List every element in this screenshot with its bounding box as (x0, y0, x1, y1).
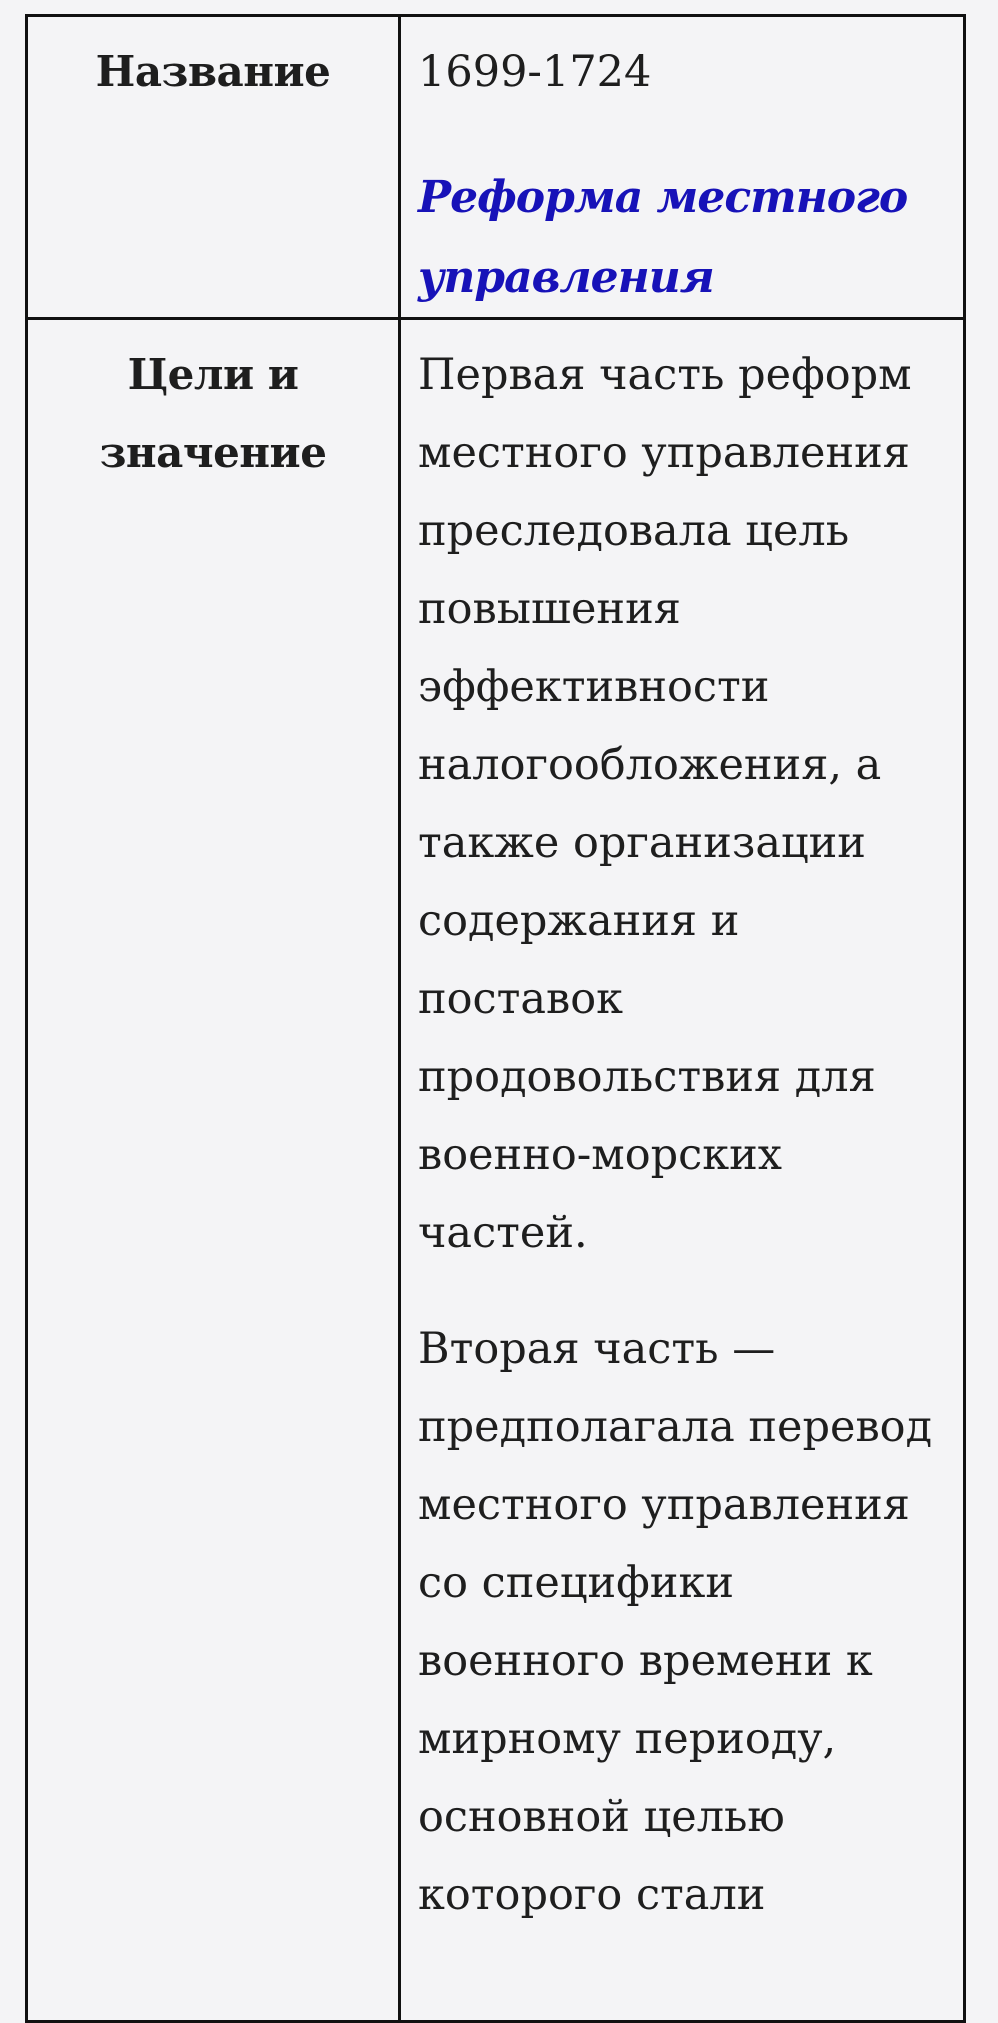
label-goals: Цели и значение (99, 350, 327, 477)
goals-paragraph-1: Первая часть реформ местного управления преследовала цель повышения эффективности налогообложения, а также организации содержания и поставок продовольствия для военно-морских частей. (418, 350, 912, 1258)
value-cell-name (400, 16, 965, 319)
table-row-goals (27, 319, 965, 2022)
years-text: 1699-1724 (418, 47, 652, 97)
goals-paragraph-2: Вторая часть — предполагала перевод местного управления со специфики военного времени к мирному периоду, основной целью которого стали (418, 1324, 933, 1920)
label-cell-goals (27, 319, 400, 2022)
label-name: Название (95, 47, 331, 96)
value-cell-goals (400, 319, 965, 2022)
reform-link[interactable]: Реформа местного управления (418, 172, 908, 303)
label-cell-name (27, 16, 400, 319)
table-row-name (27, 16, 965, 319)
info-table (25, 14, 966, 2023)
